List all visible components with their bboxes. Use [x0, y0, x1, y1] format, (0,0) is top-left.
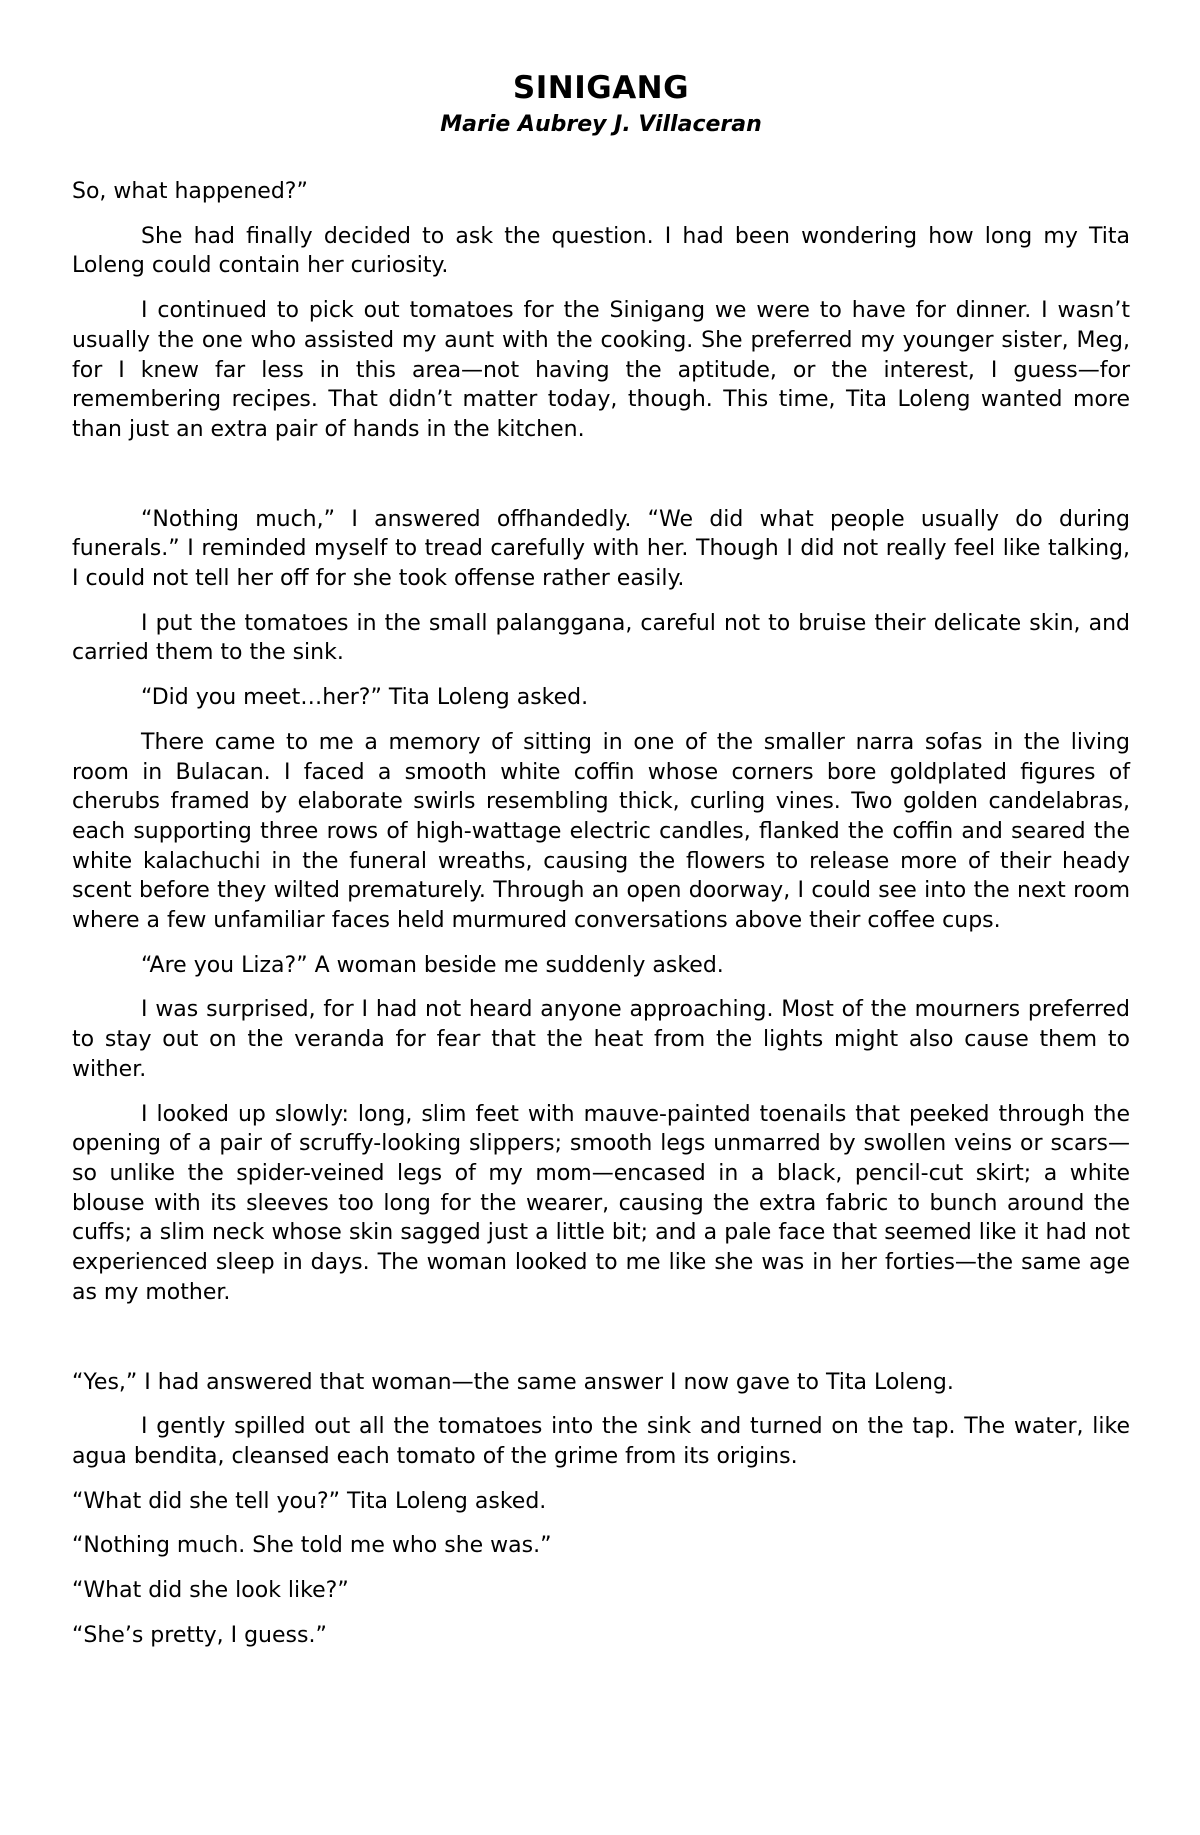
paragraph: I looked up slowly: long, slim feet with mauve-painted toenails that peeked through the opening of a pair of scruffy-looking slippers; smooth legs unmarred by swollen veins or scars—so unlike the spider-veined legs of my mom—encased in a black, pencil-cut skirt; a white blouse with its sleeves too long for the wearer, causing the extra fabric to bunch around the cuffs; a slim neck whose skin sagged just a little bit; and a pale face that seemed like it had not experienced sleep in days. The woman looked to me like she was in her forties—the same age as my mother.: [72, 1101, 1130, 1305]
paragraph: “What did she tell you?” Tita Loleng asked.: [72, 1488, 547, 1514]
story-author: Marie Aubrey J. Villaceran: [440, 112, 762, 137]
paragraph: “Are you Liza?” A woman beside me suddenly asked.: [141, 952, 724, 978]
story-title: SINIGANG: [512, 70, 690, 106]
paragraph: “Nothing much. She told me who she was.”: [72, 1533, 552, 1559]
paragraph: I continued to pick out tomatoes for the Sinigang we were to have for dinner. I wasn’t usually the one who assisted my aunt with the cooking. She preferred my younger sister, Meg, for I knew far less in this area—not having the aptitude, or the interest, I guess—for remembering recipes. That didn’t matter today, though. This time, Tita Loleng wanted more than just an extra pair of hands in the kitchen.: [72, 298, 1130, 442]
paragraph: “Yes,” I had answered that woman—the same answer I now gave to Tita Loleng.: [72, 1369, 954, 1395]
paragraph: I was surprised, for I had not heard anyone approaching. Most of the mourners preferred to stay out on the veranda for fear that the heat from the lights might also cause them to wither.: [72, 997, 1130, 1082]
document-page: [72, 68, 1130, 1665]
paragraph: “Nothing much,” I answered offhandedly. “We did what people usually do during funerals.” I reminded myself to tread carefully with her. Though I did not really feel like talking, I could not tell her off for she took offense rather easily.: [72, 506, 1130, 592]
paragraph: “What did she look like?”: [72, 1578, 349, 1604]
paragraph: She had finally decided to ask the question. I had been wondering how long my Tita Loleng could contain her curiosity.: [72, 223, 1130, 279]
paragraph: “Did you meet…her?” Tita Loleng asked.: [141, 685, 589, 711]
paragraph: I gently spilled out all the tomatoes into the sink and turned on the tap. The water, like agua bendita, cleansed each tomato of the grime from its origins.: [72, 1414, 1130, 1469]
paragraph: I put the tomatoes in the small palanggana, careful not to bruise their delicate skin, and carried them to the sink.: [72, 610, 1130, 666]
paragraph: There came to me a memory of sitting in one of the smaller narra sofas in the living room in Bulacan. I faced a smooth white coffin whose corners bore goldplated figures of cherubs framed by elaborate swirls resembling thick, curling vines. Two golden candelabras, each supporting three rows of high-wattage electric candles, flanked the coffin and seared the white kalachuchi in the funeral wreaths, causing the flowers to release more of their heady scent before they wilted prematurely. Through an open doorway, I could see into the next room where a few unfamiliar faces held murmured conversations above their coffee cups.: [72, 729, 1130, 934]
paragraph: So, what happened?”: [72, 179, 308, 204]
paragraph: “She’s pretty, I guess.”: [72, 1622, 327, 1648]
